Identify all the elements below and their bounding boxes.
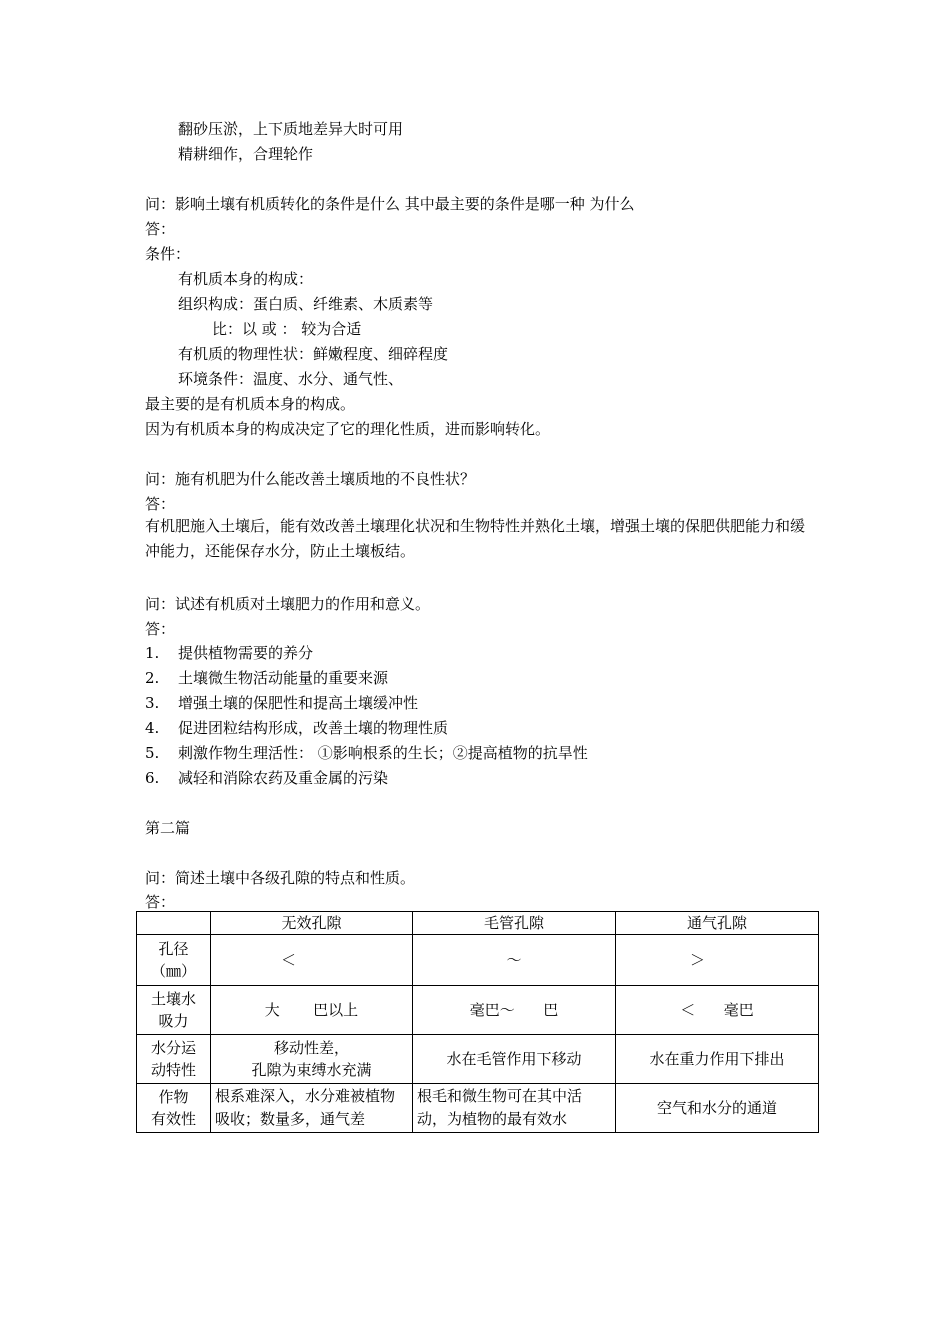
list-number: 3. [145, 694, 160, 712]
list-item [145, 693, 418, 713]
question-2: 问：施有机肥为什么能改善土壤质地的不良性状？ [145, 470, 476, 488]
answer-label: 答： [145, 620, 176, 638]
row-label-line: （㎜） [150, 962, 196, 980]
pore-table [136, 911, 819, 1133]
cell-line: 移动性差， [273, 1039, 349, 1057]
row-label [137, 1035, 211, 1084]
list-number: 4. [145, 719, 160, 737]
list-text: 土壤微生物活动能量的重要来源 [178, 669, 389, 687]
table-cell: 水在重力作用下排出 [616, 1035, 819, 1084]
row-label [137, 1084, 211, 1133]
cell-text: 根毛和微生物可在其中活动，为植物的最有效水 [417, 1087, 583, 1128]
table-cell: 空气和水分的通道 [616, 1084, 819, 1133]
condition-item: 有机质本身的构成： [178, 270, 314, 288]
text-line: 翻砂压淤，上下质地差异大时可用 [178, 120, 404, 138]
table-header-cell [137, 912, 211, 935]
row-label-line: 动特性 [150, 1061, 196, 1079]
table-cell: 大 巴以上 [211, 986, 413, 1035]
row-label-line: 土壤水 [150, 990, 196, 1008]
question-1: 问：影响土壤有机质转化的条件是什么 其中最主要的条件是哪一种 为什么 [145, 195, 635, 213]
list-number: 2. [145, 669, 160, 687]
table-header-row [137, 912, 819, 935]
cell-text: 根系难深入，水分难被植物吸收；数量多，通气差 [215, 1087, 396, 1128]
table-cell [211, 1035, 413, 1084]
table-cell: ＞ [616, 935, 819, 986]
table-cell: 毫巴～ 巴 [413, 986, 616, 1035]
conditions-label: 条件： [145, 245, 191, 263]
section-title: 第二篇 [145, 819, 191, 837]
list-number: 1. [145, 644, 160, 662]
table-cell [211, 1084, 413, 1133]
question-4: 问：简述土壤中各级孔隙的特点和性质。 [145, 869, 416, 887]
list-item [145, 718, 448, 738]
text-line: 精耕细作，合理轮作 [178, 145, 314, 163]
row-label-line: 吸力 [158, 1012, 189, 1030]
list-item [145, 643, 313, 663]
table-header-cell: 通气孔隙 [616, 912, 819, 935]
table-row [137, 1035, 819, 1084]
answer-paragraph: 有机肥施入土壤后，能有效改善土壤理化状况和生物特性并熟化土壤，增强土壤的保肥供肥能力和缓冲能力，还能保存水分，防止土壤板结。 [145, 517, 806, 560]
conclusion: 最主要的是有机质本身的构成。 [145, 395, 356, 413]
reason: 因为有机质本身的构成决定了它的理化性质，进而影响转化。 [145, 420, 551, 438]
condition-item: 有机质的物理性状：鲜嫩程度、细碎程度 [178, 345, 449, 363]
table-cell: 水在毛管作用下移动 [413, 1035, 616, 1084]
table-header-cell: 毛管孔隙 [413, 912, 616, 935]
table-cell: ＜ 毫巴 [616, 986, 819, 1035]
list-number: 6. [145, 769, 160, 787]
question-3: 问：试述有机质对土壤肥力的作用和意义。 [145, 595, 431, 613]
answer-label: 答： [145, 495, 176, 513]
cell-line: 孔隙为束缚水充满 [251, 1061, 372, 1079]
list-text: 刺激作物生理活性： ①影响根系的生长；②提高植物的抗旱性 [178, 744, 588, 762]
list-text: 促进团粒结构形成，改善土壤的物理性质 [178, 719, 449, 737]
row-label-line: 作物 [158, 1088, 189, 1106]
condition-item: 组织构成：蛋白质、纤维素、木质素等 [178, 295, 434, 313]
list-item [145, 768, 388, 788]
table-cell [413, 1084, 616, 1133]
row-label-line: 孔径 [158, 940, 189, 958]
condition-item: 比：以 或 ： 较为合适 [212, 320, 362, 338]
row-label-line: 有效性 [150, 1110, 196, 1128]
table-row [137, 1084, 819, 1133]
answer-label: 答： [145, 220, 176, 238]
condition-item: 环境条件：温度、水分、通气性、 [178, 370, 404, 388]
table-row [137, 935, 819, 986]
list-item [145, 743, 588, 763]
answer-label: 答： [145, 893, 176, 911]
list-text: 增强土壤的保肥性和提高土壤缓冲性 [178, 694, 419, 712]
table-cell: ～ [413, 935, 616, 986]
table-cell: ＜ [211, 935, 413, 986]
table-row [137, 986, 819, 1035]
row-label [137, 986, 211, 1035]
list-item [145, 668, 388, 688]
row-label [137, 935, 211, 986]
list-number: 5. [145, 744, 160, 762]
list-text: 减轻和消除农药及重金属的污染 [178, 769, 389, 787]
row-label-line: 水分运 [150, 1039, 196, 1057]
table-header-cell: 无效孔隙 [211, 912, 413, 935]
list-text: 提供植物需要的养分 [178, 644, 314, 662]
